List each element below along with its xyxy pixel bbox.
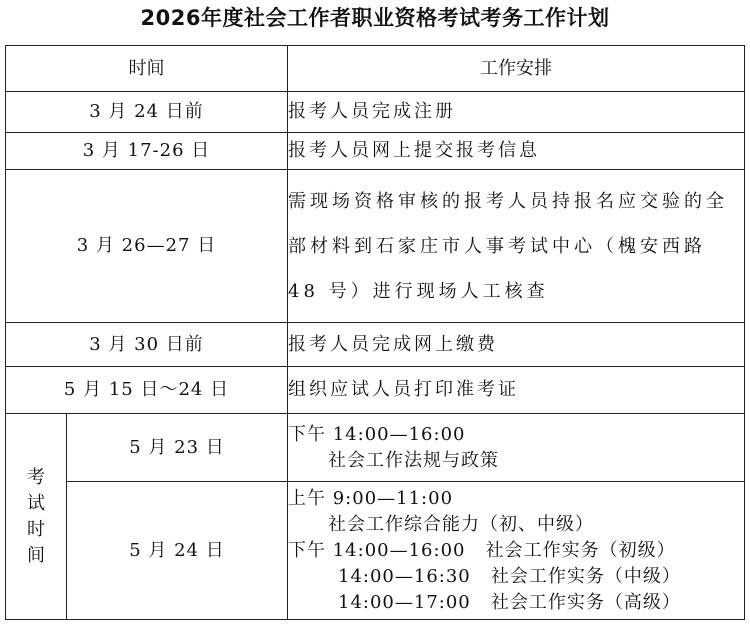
schedule-table (5, 45, 745, 620)
exam-slot-line: 社会工作法规与政策 (328, 449, 499, 471)
table-row (6, 367, 745, 414)
row-time: 5 月 15 日～24 日 (6, 367, 288, 414)
exam-slot-cell (288, 482, 745, 620)
row-task: 报考人员完成注册 (288, 92, 745, 133)
row-time: 3 月 17-26 日 (6, 133, 288, 170)
row-time: 3 月 26—27 日 (6, 170, 288, 323)
exam-slot-line: 下午 14:00—16:00 (288, 423, 466, 445)
document-title: 2026年度社会工作者职业资格考试考务工作计划 (140, 6, 610, 30)
table-header-row (6, 46, 745, 92)
exam-row (6, 414, 745, 482)
row-task: 报考人员网上提交报考信息 (288, 133, 745, 170)
exam-date: 5 月 23 日 (67, 414, 288, 482)
row-task: 报考人员完成网上缴费 (288, 323, 745, 367)
exam-label-char: 间 (27, 544, 45, 566)
exam-slot-line: 社会工作综合能力（初、中级） (328, 513, 594, 535)
row-task: 需现场资格审核的报考人员持报名应交验的全部材料到石家庄市人事考试中心（槐安西路 48 号）进行现场人工核查 (288, 170, 745, 323)
exam-slot-cell (288, 414, 745, 482)
table-row (6, 92, 745, 133)
row-time: 3 月 30 日前 (6, 323, 288, 367)
exam-date: 5 月 24 日 (67, 482, 288, 620)
exam-slot-line: 下午 14:00—16:00 社会工作实务（初级） (288, 539, 676, 561)
exam-row (6, 482, 745, 620)
header-task: 工作安排 (288, 46, 745, 92)
header-time: 时间 (6, 46, 288, 92)
exam-slot-line: 14:00—17:00 社会工作实务（高级） (338, 591, 681, 613)
table-row (6, 133, 745, 170)
table-row (6, 323, 745, 367)
exam-label-char: 时 (27, 518, 45, 540)
exam-time-label (6, 414, 67, 620)
exam-label-char: 试 (27, 492, 45, 514)
exam-slot-line: 14:00—16:30 社会工作实务（中级） (338, 565, 681, 587)
exam-label-char: 考 (27, 466, 45, 488)
row-task: 组织应试人员打印准考证 (288, 367, 745, 414)
row-time: 3 月 24 日前 (6, 92, 288, 133)
exam-slot-line: 上午 9:00—11:00 (288, 487, 454, 509)
table-row (6, 170, 745, 323)
